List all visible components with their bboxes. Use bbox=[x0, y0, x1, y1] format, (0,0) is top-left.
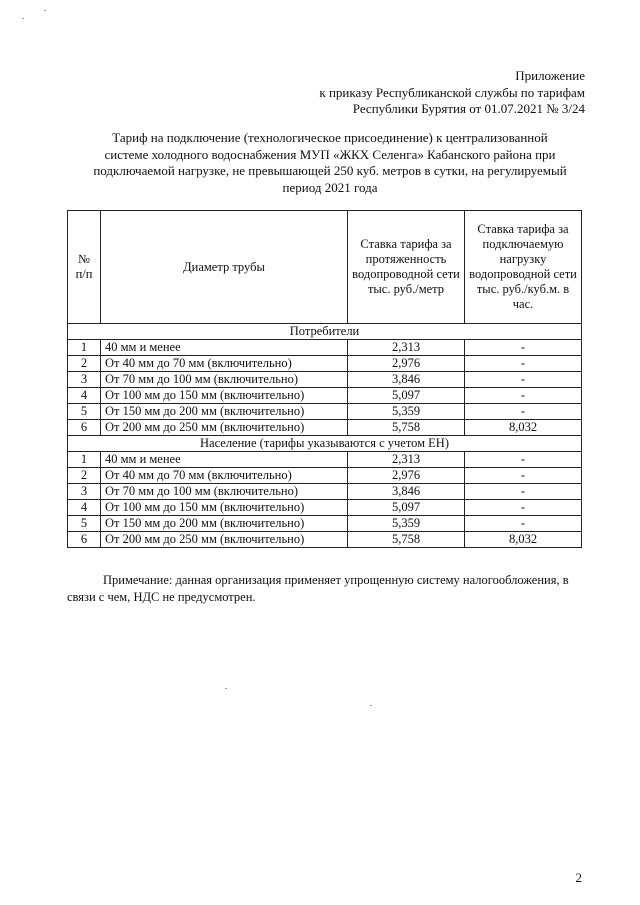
cell-diameter: От 40 мм до 70 мм (включительно) bbox=[101, 468, 348, 484]
cell-rate-length: 3,846 bbox=[348, 484, 465, 500]
page-number: 2 bbox=[575, 870, 582, 885]
cell-num: 6 bbox=[68, 420, 101, 436]
cell-num: 3 bbox=[68, 372, 101, 388]
cell-rate-load: - bbox=[465, 516, 582, 532]
cell-diameter: От 70 мм до 100 мм (включительно) bbox=[101, 484, 348, 500]
scan-speck bbox=[225, 688, 227, 689]
cell-rate-length: 5,359 bbox=[348, 404, 465, 420]
table-row bbox=[68, 516, 582, 532]
cell-rate-load: - bbox=[465, 404, 582, 420]
table-row bbox=[68, 388, 582, 404]
header-rate-load: Ставка тарифа за подключаемую нагрузку водопроводной сети тыс. руб./куб.м. в час. bbox=[465, 211, 582, 324]
cell-rate-load: - bbox=[465, 356, 582, 372]
cell-rate-load: - bbox=[465, 452, 582, 468]
cell-rate-length: 5,758 bbox=[348, 532, 465, 548]
header-rate-length: Ставка тарифа за протяженность водопроводной сети тыс. руб./метр bbox=[348, 211, 465, 324]
group-row bbox=[68, 436, 582, 452]
table-body bbox=[68, 324, 582, 548]
cell-rate-length: 2,976 bbox=[348, 356, 465, 372]
title-line-3: подключаемой нагрузке, не превышающей 250 куб. метров в сутки, на регулируемый bbox=[93, 163, 567, 178]
table-row bbox=[68, 340, 582, 356]
cell-diameter: 40 мм и менее bbox=[101, 340, 348, 356]
cell-diameter: От 150 мм до 200 мм (включительно) bbox=[101, 516, 348, 532]
table-row bbox=[68, 484, 582, 500]
scan-speck bbox=[44, 10, 46, 11]
cell-rate-length: 5,097 bbox=[348, 388, 465, 404]
cell-rate-load: - bbox=[465, 388, 582, 404]
table-row bbox=[68, 372, 582, 388]
cell-num: 5 bbox=[68, 516, 101, 532]
note: Примечание: данная организация применяет упрощенную систему налогообложения, в связи с чем, НДС не предусмотрен. bbox=[67, 573, 569, 604]
cell-num: 5 bbox=[68, 404, 101, 420]
cell-num: 2 bbox=[68, 356, 101, 372]
table-row bbox=[68, 532, 582, 548]
table-row bbox=[68, 500, 582, 516]
cell-rate-load: - bbox=[465, 468, 582, 484]
cell-num: 6 bbox=[68, 532, 101, 548]
cell-num: 4 bbox=[68, 500, 101, 516]
cell-diameter: От 40 мм до 70 мм (включительно) bbox=[101, 356, 348, 372]
cell-num: 2 bbox=[68, 468, 101, 484]
table-row bbox=[68, 404, 582, 420]
cell-rate-length: 5,758 bbox=[348, 420, 465, 436]
scan-speck bbox=[370, 705, 372, 706]
cell-num: 3 bbox=[68, 484, 101, 500]
cell-diameter: От 100 мм до 150 мм (включительно) bbox=[101, 388, 348, 404]
group-title: Потребители bbox=[68, 324, 582, 340]
document-title bbox=[60, 130, 600, 196]
cell-rate-length: 2,976 bbox=[348, 468, 465, 484]
cell-rate-load: - bbox=[465, 484, 582, 500]
cell-rate-load: - bbox=[465, 340, 582, 356]
cell-diameter: От 150 мм до 200 мм (включительно) bbox=[101, 404, 348, 420]
cell-rate-load: 8,032 bbox=[465, 532, 582, 548]
cell-rate-load: - bbox=[465, 500, 582, 516]
cell-rate-length: 2,313 bbox=[348, 452, 465, 468]
cell-rate-length: 5,097 bbox=[348, 500, 465, 516]
table-row bbox=[68, 452, 582, 468]
table-row bbox=[68, 420, 582, 436]
header-num: № п/п bbox=[68, 211, 101, 324]
cell-diameter: От 70 мм до 100 мм (включительно) bbox=[101, 372, 348, 388]
cell-rate-length: 5,359 bbox=[348, 516, 465, 532]
header-line-1: Приложение bbox=[515, 68, 585, 83]
header-line-2: к приказу Республиканской службы по тарифам bbox=[319, 84, 585, 100]
cell-rate-length: 3,846 bbox=[348, 372, 465, 388]
document-header bbox=[319, 68, 585, 118]
tariff-table bbox=[67, 210, 582, 548]
group-row bbox=[68, 324, 582, 340]
title-line-4: период 2021 года bbox=[282, 179, 378, 195]
table-header-row bbox=[68, 211, 582, 324]
title-line-1: Тариф на подключение (технологическое присоединение) к централизованной bbox=[112, 130, 548, 145]
cell-rate-load: - bbox=[465, 372, 582, 388]
cell-num: 1 bbox=[68, 340, 101, 356]
table-row bbox=[68, 356, 582, 372]
cell-diameter: От 100 мм до 150 мм (включительно) bbox=[101, 500, 348, 516]
group-title: Население (тарифы указываются с учетом ЕН) bbox=[68, 436, 582, 452]
cell-diameter: 40 мм и менее bbox=[101, 452, 348, 468]
cell-diameter: От 200 мм до 250 мм (включительно) bbox=[101, 420, 348, 436]
scan-speck bbox=[22, 18, 24, 19]
cell-rate-load: 8,032 bbox=[465, 420, 582, 436]
cell-num: 4 bbox=[68, 388, 101, 404]
cell-num: 1 bbox=[68, 452, 101, 468]
cell-diameter: От 200 мм до 250 мм (включительно) bbox=[101, 532, 348, 548]
table-row bbox=[68, 468, 582, 484]
title-line-2: системе холодного водоснабжения МУП «ЖКХ Селенга» Кабанского района при bbox=[104, 146, 556, 162]
cell-rate-length: 2,313 bbox=[348, 340, 465, 356]
header-diameter: Диаметр трубы bbox=[101, 211, 348, 324]
header-line-3: Республики Бурятия от 01.07.2021 № 3/24 bbox=[352, 101, 585, 116]
